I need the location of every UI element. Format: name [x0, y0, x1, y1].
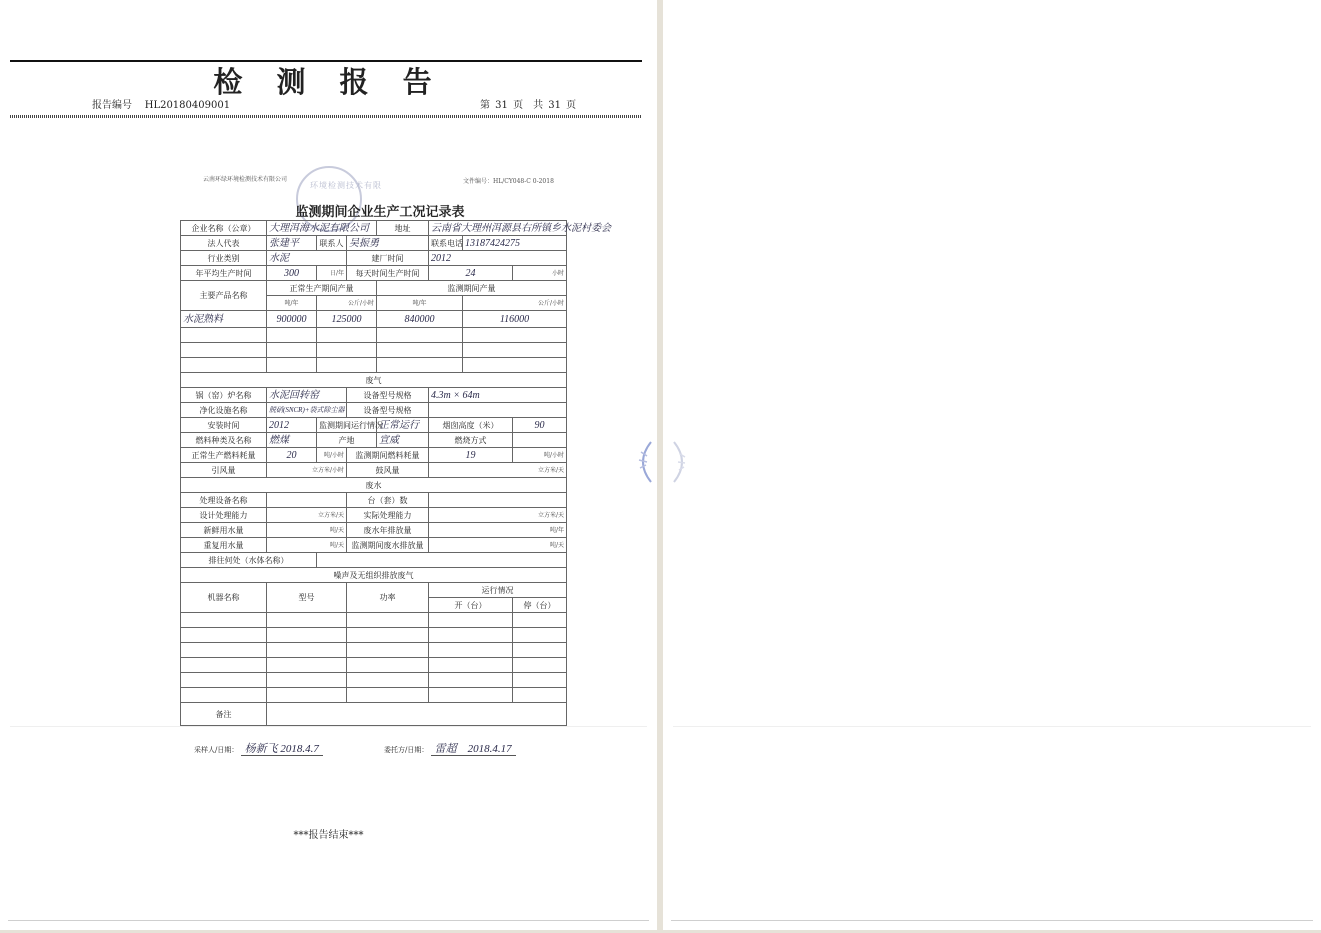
table-row	[181, 373, 567, 388]
hatched-rule	[10, 115, 642, 118]
fold-line	[10, 726, 647, 727]
table-row	[181, 388, 567, 403]
annual-discharge-label: 废水年排放量	[347, 523, 429, 538]
blower-label: 鼓风量	[347, 463, 429, 478]
report-number	[92, 96, 230, 111]
table-row	[181, 688, 567, 703]
table-row	[181, 221, 567, 236]
contact-value: 吴振勇	[347, 236, 429, 251]
client-label: 委托方/日期：	[384, 746, 429, 754]
sampler-value: 杨新飞 2018.4.7	[241, 743, 323, 756]
sampler-signature	[194, 740, 323, 756]
fuel-label: 燃料种类及名称	[181, 433, 267, 448]
table-row	[181, 403, 567, 418]
treat-device-label: 处理设备名称	[181, 493, 267, 508]
unit-kg-hour: 公斤/小时	[463, 296, 567, 311]
machine-label: 机器名称	[181, 583, 267, 613]
daily-time-label: 每天时间生产时间	[347, 266, 429, 281]
unit-ton-year: 吨/年	[267, 296, 317, 311]
blank-page	[663, 0, 1321, 930]
actual-capacity-label: 实际处理能力	[347, 508, 429, 523]
table-row	[181, 538, 567, 553]
table-row	[181, 628, 567, 643]
table-row	[181, 643, 567, 658]
purifier-model-label: 设备型号规格	[347, 403, 429, 418]
table-row	[181, 478, 567, 493]
table-row	[181, 448, 567, 463]
normal-output-label: 正常生产期间产量	[267, 281, 377, 296]
normal-fuel-unit: 吨/小时	[317, 448, 347, 463]
boiler-label: 锅（窑）炉名称	[181, 388, 267, 403]
table-row	[181, 673, 567, 688]
chimney-label: 烟囱高度（米）	[429, 418, 513, 433]
table-row	[181, 266, 567, 281]
discharge-to-label: 排往何处（水体名称）	[181, 553, 317, 568]
annual-time-label: 年平均生产时间	[181, 266, 267, 281]
fold-line	[673, 726, 1311, 727]
table-row	[181, 523, 567, 538]
run-status-value: 正常运行	[377, 418, 429, 433]
monitor-fuel-value: 19	[429, 448, 513, 463]
page-info: 第 31 页 共 31 页	[480, 100, 577, 111]
monitor-ton-year: 840000	[377, 311, 463, 328]
table-row	[181, 583, 567, 598]
induced-air-unit: 立方米/小时	[267, 463, 347, 478]
normal-fuel-label: 正常生产燃料耗量	[181, 448, 267, 463]
address-label: 地址	[377, 221, 429, 236]
table-row	[181, 658, 567, 673]
water-section-heading: 废水	[181, 478, 567, 493]
device-model-value: 4.3m × 64m	[429, 388, 567, 403]
annual-time-value: 300	[267, 266, 317, 281]
report-title: 检 测 报 告	[213, 65, 444, 99]
blower-unit: 立方米/天	[429, 463, 567, 478]
address-value: 云南省大理州洱源县右所镇乡水泥村委会	[429, 221, 567, 236]
phone-label: 联系电话	[429, 236, 463, 251]
monitor-fuel-unit: 吨/小时	[513, 448, 567, 463]
table-row	[181, 568, 567, 583]
report-end-text: ***报告结束***	[293, 830, 364, 841]
document-code: 文件编号：HL/CY048-C 0-2018	[463, 178, 554, 185]
normal-ton-year: 900000	[267, 311, 317, 328]
origin-value: 宣威	[377, 433, 429, 448]
contact-label: 联系人	[317, 236, 347, 251]
design-capacity-unit: 立方米/天	[267, 508, 347, 523]
industry-value: 水泥	[267, 251, 347, 266]
install-value: 2012	[267, 418, 317, 433]
industry-label: 行业类别	[181, 251, 267, 266]
client-value: 雷超 2018.4.17	[431, 743, 516, 756]
report-page	[0, 0, 657, 930]
page-bottom-line	[671, 920, 1313, 921]
fresh-water-label: 新鲜用水量	[181, 523, 267, 538]
monitor-discharge-label: 监测期间废水排放量	[347, 538, 429, 553]
table-row	[181, 553, 567, 568]
power-label: 功率	[347, 583, 429, 613]
units-count-label: 台（套）数	[347, 493, 429, 508]
burn-mode-label: 燃烧方式	[429, 433, 513, 448]
seal-text: 环境检测技术有限	[310, 181, 382, 190]
table-row	[181, 328, 567, 343]
table-row	[181, 343, 567, 358]
built-value: 2012	[429, 251, 567, 266]
reuse-water-unit: 吨/天	[267, 538, 347, 553]
fresh-water-unit: 吨/天	[267, 523, 347, 538]
table-row	[181, 358, 567, 373]
table-row	[181, 281, 567, 296]
normal-fuel-value: 20	[267, 448, 317, 463]
design-capacity-label: 设计处理能力	[181, 508, 267, 523]
on-label: 开（台）	[429, 598, 513, 613]
model-label: 型号	[267, 583, 347, 613]
device-model-label: 设备型号规格	[347, 388, 429, 403]
off-label: 停（台）	[513, 598, 567, 613]
table-row	[181, 418, 567, 433]
built-label: 建厂时间	[347, 251, 429, 266]
company-name-small: 云南环绿环境检测技术有限公司	[203, 176, 288, 183]
run-status-heading: 运行情况	[429, 583, 567, 598]
normal-kg-hour: 125000	[317, 311, 377, 328]
table-row	[181, 613, 567, 628]
table-row	[181, 236, 567, 251]
table-row	[181, 463, 567, 478]
seal-fragment-right	[668, 440, 692, 484]
main-product-label: 主要产品名称	[181, 281, 267, 311]
product-value: 水泥熟料	[181, 311, 267, 328]
noise-section-heading: 噪声及无组织排放废气	[181, 568, 567, 583]
boiler-value: 水泥回转窑	[267, 388, 347, 403]
daily-time-value: 24	[429, 266, 513, 281]
table-row	[181, 311, 567, 328]
monitor-output-label: 监测期间产量	[377, 281, 567, 296]
install-label: 安装时间	[181, 418, 267, 433]
report-number-value: HL20180409001	[144, 100, 231, 111]
fuel-value: 燃煤	[267, 433, 317, 448]
report-number-label: 报告编号	[92, 100, 132, 111]
page-bottom-line	[8, 920, 649, 921]
induced-air-label: 引风量	[181, 463, 267, 478]
production-record-table	[180, 220, 611, 726]
annual-discharge-unit: 吨/年	[429, 523, 567, 538]
monitor-discharge-unit: 吨/天	[429, 538, 567, 553]
table-row	[181, 251, 567, 266]
phone-value: 13187424275	[463, 236, 567, 251]
purifier-label: 净化设施名称	[181, 403, 267, 418]
daily-time-unit: 小时	[513, 266, 567, 281]
client-signature	[384, 740, 516, 756]
gas-section-heading: 废气	[181, 373, 567, 388]
purifier-value: 脱硝(SNCR)+袋式除尘器	[267, 403, 347, 418]
seal-fragment-left	[633, 440, 657, 484]
enterprise-label: 企业名称（公章）	[181, 221, 267, 236]
table-row	[181, 493, 567, 508]
table-row	[181, 433, 567, 448]
monitor-fuel-label: 监测期间燃料耗量	[347, 448, 429, 463]
legal-rep-value: 张建平	[267, 236, 317, 251]
monitor-kg-hour: 116000	[463, 311, 567, 328]
table-row	[181, 508, 567, 523]
chimney-value: 90	[513, 418, 567, 433]
table-row	[181, 703, 567, 726]
remark-label: 备注	[181, 703, 267, 726]
actual-capacity-unit: 立方米/天	[429, 508, 567, 523]
annual-time-unit: 日/年	[317, 266, 347, 281]
unit-ton-year: 吨/年	[377, 296, 463, 311]
unit-kg-hour: 公斤/小时	[317, 296, 377, 311]
sampler-label: 采样人/日期：	[194, 746, 239, 754]
reuse-water-label: 重复用水量	[181, 538, 267, 553]
enterprise-value: 大理洱海水泥有限公司	[267, 221, 377, 236]
form-title: 监测期间企业生产工况记录表	[295, 205, 465, 220]
legal-rep-label: 法人代表	[181, 236, 267, 251]
origin-label: 产地	[317, 433, 377, 448]
run-status-label: 监测期间运行情况	[317, 418, 377, 433]
